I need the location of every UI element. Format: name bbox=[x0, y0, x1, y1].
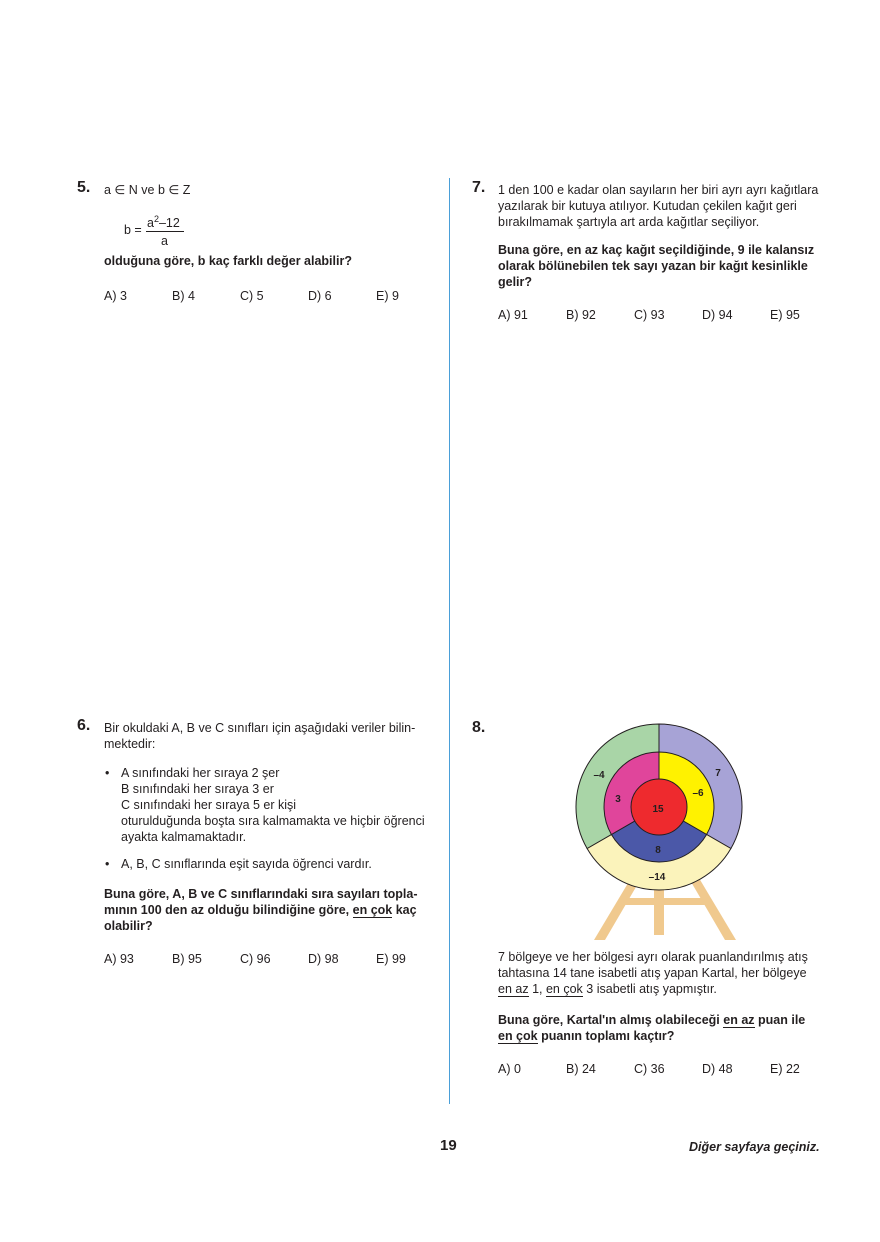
question-5-fraction bbox=[124, 212, 204, 248]
question-5-options bbox=[104, 289, 444, 303]
option-e[interactable]: E) 9 bbox=[376, 289, 399, 303]
q8-prompt-underlined-1: en az bbox=[723, 1013, 755, 1027]
q7-prompt-line-1: Buna göre, en az kaç kağıt seçildiğinde, 9 ile kalansız bbox=[498, 243, 815, 257]
q8-prompt-line-1 bbox=[498, 1012, 828, 1028]
question-6-number: 6. bbox=[77, 717, 91, 734]
label-outer-right: 7 bbox=[715, 768, 721, 779]
option-d[interactable]: D) 98 bbox=[308, 952, 339, 966]
q6-prompt-part-b: kaç bbox=[395, 903, 417, 917]
q8-line-3-part-b: 3 isabetli atış yapmıştır. bbox=[582, 982, 717, 996]
option-a[interactable]: A) 91 bbox=[498, 308, 528, 322]
easel-crossbar bbox=[622, 898, 708, 905]
question-6-prompt bbox=[104, 886, 444, 934]
question-8-stem bbox=[498, 949, 828, 997]
q7-line-2: yazılarak bir kutuya atılıyor. Kutudan çekilen kağıt geri bbox=[498, 199, 797, 213]
q8-line-3 bbox=[498, 981, 828, 997]
label-middle-bottom: 8 bbox=[655, 845, 661, 856]
question-5-number: 5. bbox=[77, 179, 91, 196]
column-divider bbox=[449, 178, 450, 1104]
label-outer-bottom: –14 bbox=[648, 872, 666, 883]
option-e[interactable]: E) 99 bbox=[376, 952, 406, 966]
option-d[interactable]: D) 6 bbox=[308, 289, 332, 303]
option-a[interactable]: A) 93 bbox=[104, 952, 134, 966]
question-7-prompt bbox=[498, 242, 823, 290]
question-7-options bbox=[498, 308, 838, 322]
q8-prompt-part-c: puanın toplamı kaçtır? bbox=[537, 1029, 675, 1043]
option-d[interactable]: D) 48 bbox=[702, 1062, 733, 1076]
q6-bullet-1-line-2: B sınıfındaki her sıraya 3 er bbox=[121, 782, 274, 796]
label-middle-right: –6 bbox=[692, 788, 704, 799]
q8-underlined-en-az: en az bbox=[498, 982, 529, 996]
option-b[interactable]: B) 24 bbox=[566, 1062, 596, 1076]
q7-line-1: 1 den 100 e kadar olan sayıların her biri ayrı ayrı kağıtlara bbox=[498, 183, 819, 197]
question-6-intro bbox=[104, 720, 434, 752]
question-8-prompt bbox=[498, 1012, 828, 1044]
q8-line-2: tahtasına 14 tane isabetli atış yapan Kartal, her bölgeye bbox=[498, 966, 807, 980]
question-5-prompt: olduğuna göre, b kaç farklı değer alabilir? bbox=[104, 254, 352, 268]
option-a[interactable]: A) 3 bbox=[104, 289, 127, 303]
fraction-bar bbox=[146, 231, 184, 232]
q7-prompt-line-2: olarak bölünebilen tek sayı yazan bir kağıt kesinlikle bbox=[498, 259, 808, 273]
q7-prompt-line-3: gelir? bbox=[498, 275, 533, 289]
q6-bullet-2-text: • A, B, C sınıflarında eşit sayıda öğrenci vardır. bbox=[121, 856, 441, 872]
dartboard-figure bbox=[570, 718, 760, 944]
q6-intro-line-1: Bir okuldaki A, B ve C sınıfları için aşağıdaki veriler bilin- bbox=[104, 721, 416, 735]
option-c[interactable]: C) 5 bbox=[240, 289, 264, 303]
label-middle-left: 3 bbox=[615, 794, 621, 805]
q8-prompt-underlined-2: en çok bbox=[498, 1029, 538, 1043]
question-8-options bbox=[498, 1062, 838, 1076]
fraction-numerator bbox=[147, 214, 180, 230]
option-b[interactable]: B) 92 bbox=[566, 308, 596, 322]
question-8-number: 8. bbox=[472, 719, 486, 736]
q8-line-3-part-a: 1, bbox=[528, 982, 546, 996]
q8-prompt-part-a: Buna göre, Kartal'ın almış olabileceği bbox=[498, 1013, 720, 1027]
q6-prompt-underlined: en çok bbox=[352, 903, 393, 917]
next-page-note: Diğer sayfaya geçiniz. bbox=[689, 1140, 820, 1154]
q7-line-3: bırakılmamak şartıyla art arda kağıtlar seçiliyor. bbox=[498, 215, 760, 229]
question-6-options bbox=[104, 952, 444, 966]
fraction-denominator: a bbox=[161, 234, 168, 248]
q6-bullet-1-line-4: oturulduğunda boşta sıra kalmamakta ve hiçbir öğrenci bbox=[121, 814, 425, 828]
q6-prompt-line-2 bbox=[104, 902, 444, 918]
numerator-base: a bbox=[147, 216, 154, 231]
q6-prompt-part-a: mının 100 den az olduğu bilindiğine göre, bbox=[104, 903, 350, 917]
option-a[interactable]: A) 0 bbox=[498, 1062, 521, 1076]
q6-prompt-line-3: olabilir? bbox=[104, 919, 153, 933]
question-5-given: a ∈ N ve b ∈ Z bbox=[104, 183, 191, 197]
q8-prompt-line-2 bbox=[498, 1028, 828, 1044]
option-c[interactable]: C) 96 bbox=[240, 952, 271, 966]
option-d[interactable]: D) 94 bbox=[702, 308, 733, 322]
option-e[interactable]: E) 95 bbox=[770, 308, 800, 322]
fraction-b-equals: b = bbox=[124, 223, 142, 237]
q8-underlined-en-cok: en çok bbox=[545, 982, 583, 996]
option-c[interactable]: C) 93 bbox=[634, 308, 665, 322]
q6-bullet-1-line-5: ayakta kalmamaktadır. bbox=[121, 830, 247, 844]
label-center: 15 bbox=[652, 804, 664, 815]
option-c[interactable]: C) 36 bbox=[634, 1062, 665, 1076]
question-6-bullet-2 bbox=[121, 856, 441, 872]
q8-prompt-part-b: puan ile bbox=[758, 1013, 806, 1027]
question-7-stem bbox=[498, 182, 823, 230]
numerator-exponent: 2 bbox=[153, 214, 159, 224]
option-e[interactable]: E) 22 bbox=[770, 1062, 800, 1076]
question-6-bullet-1 bbox=[121, 765, 441, 845]
label-outer-left: –4 bbox=[593, 770, 605, 781]
q6-prompt-line-1: Buna göre, A, B ve C sınıflarındaki sıra sayıları topla- bbox=[104, 887, 418, 901]
question-7-number: 7. bbox=[472, 179, 486, 196]
q6-intro-line-2: mektedir: bbox=[104, 737, 156, 751]
q8-line-1: 7 bölgeye ve her bölgesi ayrı olarak puanlandırılmış atış bbox=[498, 950, 808, 964]
q6-bullet-1-line-3: C sınıfındaki her sıraya 5 er kişi bbox=[121, 798, 297, 812]
numerator-rest: –12 bbox=[158, 216, 180, 231]
q6-bullet-1-line-1: • A sınıfındaki her sıraya 2 şer bbox=[121, 765, 441, 781]
option-b[interactable]: B) 4 bbox=[172, 289, 195, 303]
option-b[interactable]: B) 95 bbox=[172, 952, 202, 966]
page-number: 19 bbox=[440, 1137, 457, 1154]
